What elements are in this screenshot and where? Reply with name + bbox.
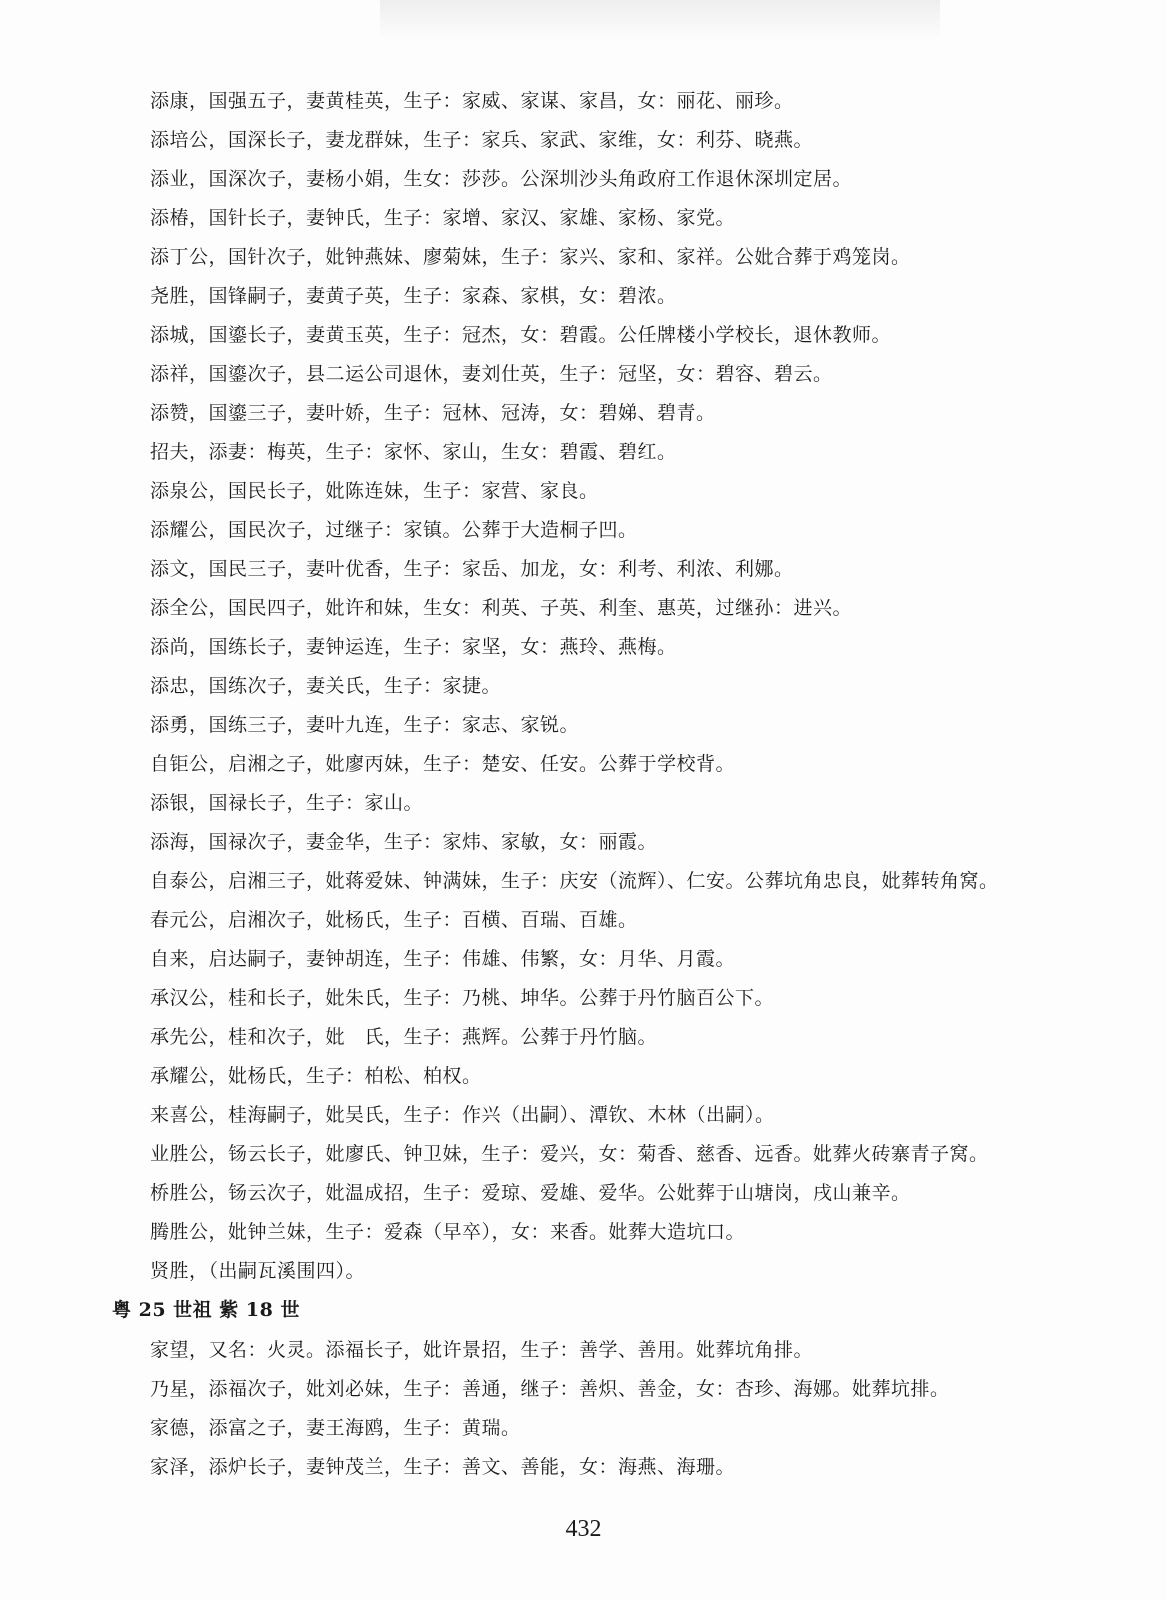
entry-line: 春元公，启湘次子，妣杨氏，生子：百横、百瑞、百雄。	[150, 909, 638, 931]
entry-line: 添丁公，国针次子，妣钟燕妹、廖菊妹，生子：家兴、家和、家祥。公妣合葬于鸡笼岗。	[150, 246, 911, 268]
entry-line: 添泉公，国民长子，妣陈连妹，生子：家营、家良。	[150, 480, 599, 502]
entry-line: 添椿，国针长子，妻钟氏，生子：家增、家汉、家雄、家杨、家党。	[150, 207, 736, 229]
entry-line: 乃星，添福次子，妣刘必妹，生子：善通，继子：善炽、善金，女：杏珍、海娜。妣葬坑排。	[150, 1378, 950, 1400]
entry-line: 添康，国强五子，妻黄桂英，生子：家威、家谋、家昌，女：丽花、丽珍。	[150, 90, 794, 112]
entry-line: 尧胜，国锋嗣子，妻黄子英，生子：家森、家棋，女：碧浓。	[150, 285, 677, 307]
entry-line: 添祥，国鎏次子，县二运公司退休，妻刘仕英，生子：冠坚，女：碧容、碧云。	[150, 363, 833, 385]
entry-line: 业胜公，钖云长子，妣廖氏、钟卫妹，生子：爱兴，女：菊香、慈香、远香。妣葬火砖寨青子窝。	[150, 1143, 989, 1165]
page-number: 432	[565, 1516, 602, 1542]
generation-heading: 粤 25 世祖 紫 18 世	[112, 1299, 300, 1321]
entry-line: 添文，国民三子，妻叶优香，生子：家岳、加龙，女：利考、利浓、利娜。	[150, 558, 794, 580]
entry-line: 来喜公，桂海嗣子，妣吴氏，生子：作兴（出嗣）、潭钦、木林（出嗣）。	[150, 1104, 775, 1126]
entry-line: 家德，添富之子，妻王海鸥，生子：黄瑞。	[150, 1417, 521, 1439]
entry-line: 桥胜公，钖云次子，妣温成招，生子：爱琼、爱雄、爱华。公妣葬于山塘岗，戌山兼辛。	[150, 1182, 911, 1204]
entry-line: 添勇，国练三子，妻叶九连，生子：家志、家锐。	[150, 714, 580, 736]
entry-line: 家望，又名：火灵。添福长子，妣许景招，生子：善学、善用。妣葬坑角排。	[150, 1339, 814, 1361]
entry-line: 添赞，国鎏三子，妻叶娇，生子：冠林、冠涛，女：碧娣、碧青。	[150, 402, 716, 424]
entry-line: 家泽，添炉长子，妻钟茂兰，生子：善文、善能，女：海燕、海珊。	[150, 1456, 736, 1478]
entry-line: 添全公，国民四子，妣许和妹，生女：利英、子英、利奎、惠英，过继孙：进兴。	[150, 597, 853, 619]
entry-line: 添银，国禄长子，生子：家山。	[150, 792, 424, 814]
entry-line: 腾胜公，妣钟兰妹，生子：爱森（早卒），女：来香。妣葬大造坑口。	[150, 1221, 746, 1243]
entry-line: 贤胜，（出嗣瓦溪围四）。	[150, 1260, 366, 1282]
entry-line: 添海，国禄次子，妻金华，生子：家炜、家敏，女：丽霞。	[150, 831, 658, 853]
entry-line: 添忠，国练次子，妻关氏，生子：家捷。	[150, 675, 502, 697]
entry-line: 自钜公，启湘之子，妣廖丙妹，生子：楚安、任安。公葬于学校背。	[150, 753, 736, 775]
entry-line: 承汉公，桂和长子，妣朱氏，生子：乃桃、坤华。公葬于丹竹脑百公下。	[150, 987, 775, 1009]
entry-line: 承耀公，妣杨氏，生子：柏松、柏权。	[150, 1065, 482, 1087]
entry-line: 添业，国深次子，妻杨小娟，生女：莎莎。公深圳沙头角政府工作退休深圳定居。	[150, 168, 853, 190]
entry-line: 自来，启达嗣子，妻钟胡连，生子：伟雄、伟繁，女：月华、月霞。	[150, 948, 736, 970]
scan-smudge	[380, 0, 940, 40]
entry-line: 添城，国鎏长子，妻黄玉英，生子：冠杰，女：碧霞。公任牌楼小学校长，退休教师。	[150, 324, 892, 346]
entry-line: 添耀公，国民次子，过继子：家镇。公葬于大造桐子凹。	[150, 519, 638, 541]
entry-line: 添尚，国练长子，妻钟运连，生子：家坚，女：燕玲、燕梅。	[150, 636, 677, 658]
entry-line: 承先公，桂和次子，妣 氏，生子：燕辉。公葬于丹竹脑。	[150, 1026, 658, 1048]
entry-line: 自泰公，启湘三子，妣蒋爱妹、钟满妹，生子：庆安（流辉）、仁安。公葬坑角忠良，妣葬转角窝。	[150, 870, 999, 892]
entry-line: 添培公，国深长子，妻龙群妹，生子：家兵、家武、家维，女：利芬、晓燕。	[150, 129, 814, 151]
entry-line: 招夫，添妻：梅英，生子：家怀、家山，生女：碧霞、碧红。	[150, 441, 677, 463]
